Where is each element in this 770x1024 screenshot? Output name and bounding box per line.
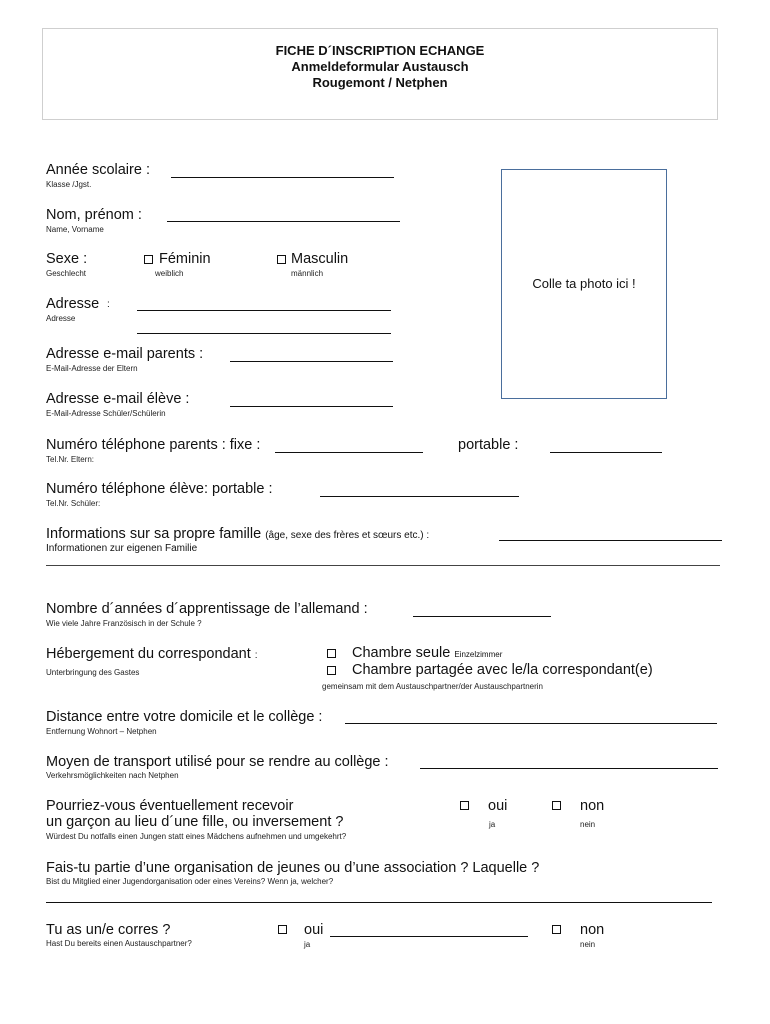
corres-name-input-line[interactable]: [330, 936, 528, 937]
chambre-partagee-label: Chambre partagée avec le/la correspondant(e): [352, 662, 653, 678]
email-parents-label-de: E-Mail-Adresse der Eltern: [46, 364, 138, 373]
recevoir-question-line1: Pourriez-vous éventuellement recevoir: [46, 798, 294, 814]
chambre-partagee-label-de: gemeinsam mit dem Austauschpartner/der Austauschpartnerin: [322, 682, 544, 691]
email-parents-input-line[interactable]: [230, 361, 393, 362]
nom-label-de: Name, Vorname: [46, 225, 104, 234]
famille-label-de: Informationen zur eigenen Familie: [46, 543, 198, 554]
masculin-label: Masculin: [291, 251, 349, 267]
tel-parents-portable-line[interactable]: [550, 452, 662, 453]
masculin-checkbox[interactable]: [277, 255, 286, 264]
transport-label-de: Verkehrsmöglichkeiten nach Netphen: [46, 771, 179, 780]
annees-allemand-label-de: Wie viele Jahre Französisch in der Schule ?: [46, 619, 202, 628]
tel-parents-fixe-line[interactable]: [275, 452, 423, 453]
form-subtitle: Rougemont / Netphen: [312, 75, 448, 90]
recevoir-oui-checkbox[interactable]: [460, 801, 469, 810]
organisation-question: Fais-tu partie d’une organisation de jeunes ou d’une association ? Laquelle ?: [46, 860, 540, 876]
hebergement-label-main: Hébergement du correspondant: [46, 646, 251, 662]
corres-question-de: Hast Du bereits einen Austauschpartner?: [46, 939, 192, 948]
organisation-question-de: Bist du Mitglied einer Jugendorganisation oder eines Vereins? Wenn ja, welcher?: [46, 877, 334, 886]
email-eleve-input-line[interactable]: [230, 406, 393, 407]
annee-input-line[interactable]: [171, 177, 394, 178]
hebergement-colon: :: [254, 650, 258, 661]
form-title-fr: FICHE D´INSCRIPTION ECHANGE: [275, 43, 485, 58]
feminin-label: Féminin: [159, 251, 211, 267]
famille-label: [46, 526, 429, 542]
nom-label: Nom, prénom :: [46, 207, 142, 223]
distance-label: Distance entre votre domicile et le collège :: [46, 709, 323, 725]
annee-label: Année scolaire :: [46, 162, 150, 178]
form-title-de: Anmeldeformular Austausch: [291, 59, 469, 74]
tel-eleve-label-de: Tel.Nr. Schüler:: [46, 499, 101, 508]
recevoir-oui-label: oui: [488, 798, 508, 814]
adresse-label: Adresse: [46, 296, 100, 312]
famille-note: (âge, sexe des frères et sœurs etc.) :: [265, 530, 430, 541]
recevoir-non-label: non: [580, 798, 605, 814]
organisation-input-line[interactable]: [46, 902, 712, 903]
recevoir-non-label-de: nein: [580, 820, 596, 829]
masculin-label-de: männlich: [291, 269, 324, 278]
chambre-seule-option: [352, 645, 502, 661]
feminin-checkbox[interactable]: [144, 255, 153, 264]
photo-label: Colle ta photo ici !: [532, 276, 636, 291]
famille-input-line-2[interactable]: [46, 565, 720, 566]
recevoir-oui-label-de: ja: [489, 820, 496, 829]
photo-placeholder[interactable]: [501, 169, 667, 399]
email-eleve-label: Adresse e-mail élève :: [46, 391, 190, 407]
adresse-colon: :: [107, 299, 110, 310]
corres-non-checkbox[interactable]: [552, 925, 561, 934]
tel-parents-portable-label: portable :: [458, 437, 519, 453]
hebergement-label: [46, 646, 258, 662]
famille-label-main: Informations sur sa propre famille: [46, 526, 262, 542]
form-header: [42, 28, 718, 120]
transport-label: Moyen de transport utilisé pour se rendre au collège :: [46, 754, 389, 770]
tel-parents-label-de: Tel.Nr. Eltern:: [46, 455, 95, 464]
chambre-seule-label: Chambre seule: [352, 645, 451, 661]
email-eleve-label-de: E-Mail-Adresse Schüler/Schülerin: [46, 409, 166, 418]
corres-oui-checkbox[interactable]: [278, 925, 287, 934]
corres-oui-label: oui: [304, 922, 324, 938]
sexe-label-de: Geschlecht: [46, 269, 87, 278]
tel-eleve-input-line[interactable]: [320, 496, 519, 497]
nom-input-line[interactable]: [167, 221, 400, 222]
corres-non-label: non: [580, 922, 605, 938]
adresse-input-line-1[interactable]: [137, 310, 391, 311]
corres-question: Tu as un/e corres ?: [46, 922, 171, 938]
transport-input-line[interactable]: [420, 768, 718, 769]
chambre-seule-checkbox[interactable]: [327, 649, 336, 658]
distance-label-de: Entfernung Wohnort – Netphen: [46, 727, 157, 736]
recevoir-non-checkbox[interactable]: [552, 801, 561, 810]
tel-parents-label: Numéro téléphone parents : fixe :: [46, 437, 261, 453]
corres-oui-label-de: ja: [304, 940, 311, 949]
hebergement-label-de: Unterbringung des Gastes: [46, 668, 140, 677]
recevoir-question-line2: un garçon au lieu d´une fille, ou inversement ?: [46, 814, 344, 830]
adresse-input-line-2[interactable]: [137, 333, 391, 334]
annees-allemand-input-line[interactable]: [413, 616, 551, 617]
adresse-label-de: Adresse: [46, 314, 76, 323]
annees-allemand-label: Nombre d´années d´apprentissage de l’allemand :: [46, 601, 368, 617]
tel-eleve-label: Numéro téléphone élève: portable :: [46, 481, 273, 497]
sexe-label: Sexe :: [46, 251, 88, 267]
feminin-label-de: weiblich: [155, 269, 184, 278]
email-parents-label: Adresse e-mail parents :: [46, 346, 204, 362]
famille-input-line-1[interactable]: [499, 540, 722, 541]
chambre-seule-label-de: Einzelzimmer: [454, 650, 503, 659]
recevoir-question-de: Würdest Du notfalls einen Jungen statt eines Mädchens aufnehmen und umgekehrt?: [46, 832, 347, 841]
chambre-partagee-checkbox[interactable]: [327, 666, 336, 675]
corres-non-label-de: nein: [580, 940, 596, 949]
distance-input-line[interactable]: [345, 723, 717, 724]
annee-label-de: Klasse /Jgst.: [46, 180, 92, 189]
